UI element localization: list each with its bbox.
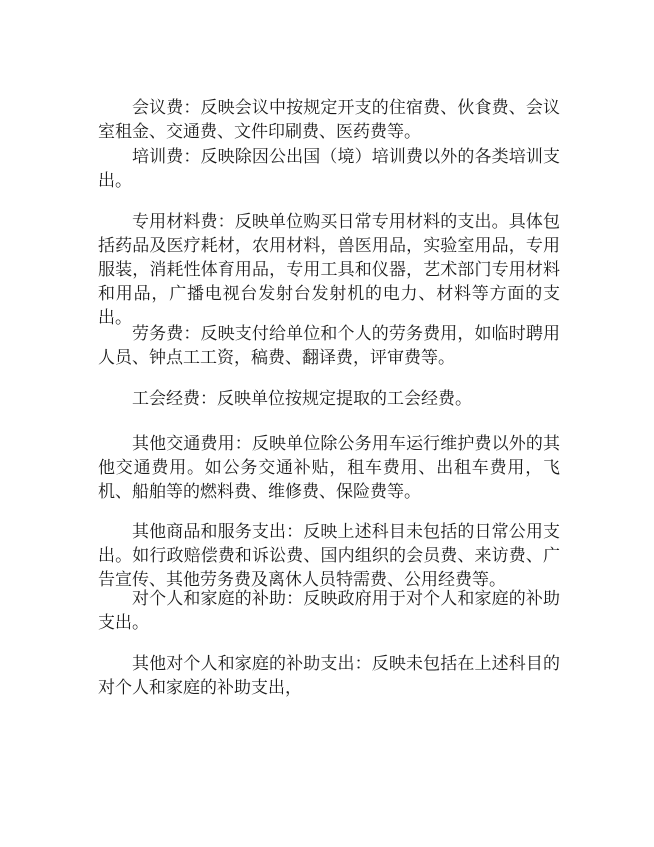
paragraph-individual-family-subsidy: 对个人和家庭的补助：反映政府用于对个人和家庭的补助支出。 — [98, 589, 560, 633]
paragraph-training-fee: 培训费：反映除因公出国（境）培训费以外的各类培训支出。 — [98, 147, 560, 191]
paragraph-other-individual-family-subsidy: 其他对个人和家庭的补助支出：反映未包括在上述科目的对个人和家庭的补助支出， — [98, 654, 560, 698]
paragraph-union-fund: 工会经费：反映单位按规定提取的工会经费。 — [132, 389, 472, 409]
paragraph-other-goods-services: 其他商品和服务支出：反映上述科目未包括的日常公用支出。如行政赔偿费和诉讼费、国内组织的会员费、来访费、广告宣传、其他劳务费及离休人员特需费、公用经费等。 — [98, 522, 560, 590]
paragraph-meeting-fee: 会议费：反映会议中按规定开支的住宿费、伙食费、会议室租金、交通费、文件印刷费、医药费等。 — [98, 98, 560, 142]
paragraph-other-transport-fee: 其他交通费用：反映单位除公务用车运行维护费以外的其他交通费用。如公务交通补贴，租车费用、出租车费用，飞机、船舶等的燃料费、维修费、保险费等。 — [98, 434, 560, 502]
paragraph-special-materials-fee: 专用材料费：反映单位购买日常专用材料的支出。具体包括药品及医疗耗材，农用材料，兽医用品，实验室用品，专用服装，消耗性体育用品，专用工具和仪器，艺术部门专用材料和用品，广播电视台发射台发射机的电力、材料等方面的支出。 — [98, 212, 560, 328]
paragraph-labor-fee: 劳务费：反映支付给单位和个人的劳务费用，如临时聘用人员、钟点工工资，稿费、翻译费，评审费等。 — [98, 324, 560, 368]
